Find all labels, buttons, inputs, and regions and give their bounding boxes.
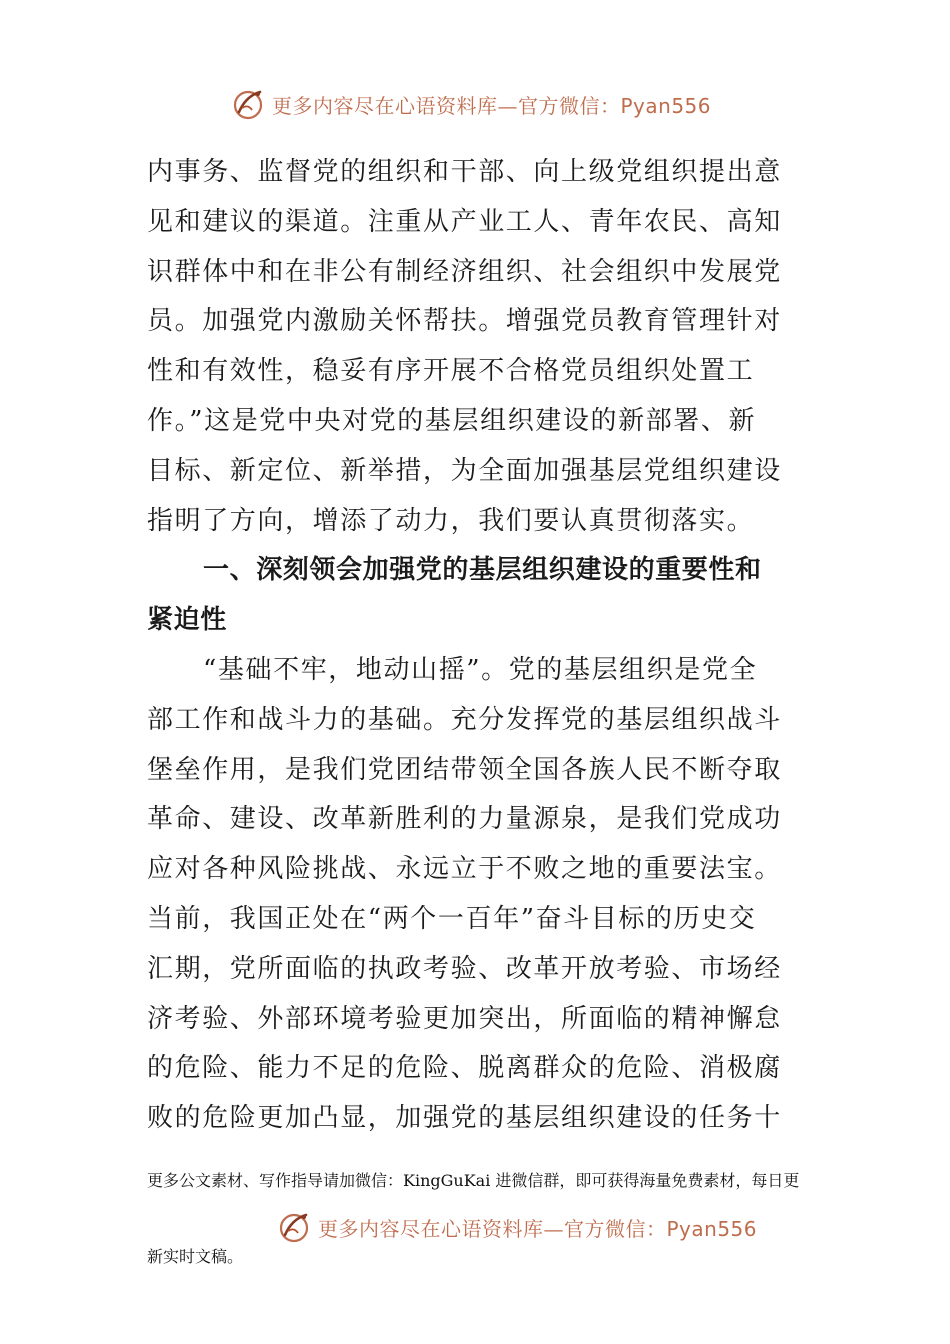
section-line: “基础不牢，地动山摇”。党的基层组织是党全 (203, 654, 758, 685)
footer-note-continued: 新实时文稿。 (147, 1247, 244, 1266)
section-line: 革命、建设、改革新胜利的力量源泉，是我们党成功 (147, 804, 782, 835)
footer-watermark (276, 1207, 757, 1247)
body-line: 作。”这是党中央对党的基层组织建设的新部署、新 (147, 405, 757, 436)
section-line: 败的危险更加凸显，加强党的基层组织建设的任务十 (147, 1103, 782, 1134)
watermark-text: 更多内容尽在心语资料库—官方微信：Pyan556 (318, 1216, 758, 1241)
section-heading-continued: 紧迫性 (147, 605, 227, 636)
watermark-text: 更多内容尽在心语资料库—官方微信：Pyan556 (272, 93, 712, 118)
body-line: 员。加强党内激励关怀帮扶。增强党员教育管理针对 (147, 306, 782, 337)
section-line: 汇期，党所面临的执政考验、改革开放考验、市场经 (147, 953, 782, 984)
section-line: 济考验、外部环境考验更加突出，所面临的精神懈怠 (147, 1003, 782, 1034)
section-heading: 一、深刻领会加强党的基层组织建设的重要性和 (203, 555, 762, 586)
body-line: 指明了方向，增添了动力，我们要认真贯彻落实。 (147, 505, 755, 536)
body-line: 目标、新定位、新举措，为全面加强基层党组织建设 (147, 455, 782, 486)
section-line: 当前，我国正处在“两个一百年”奋斗目标的历史交 (147, 903, 757, 934)
document-body (147, 148, 807, 1144)
brush-logo-icon (276, 1209, 312, 1245)
brush-logo-icon (230, 86, 266, 122)
watermark-wechat-id: Pyan556 (666, 1216, 758, 1241)
footer-note: 更多公文素材、写作指导请加微信：KingGuKai 进微信群，即可获得海量免费素材，每日更 (147, 1171, 800, 1190)
section-line: 堡垒作用，是我们党团结带领全国各族人民不断夺取 (147, 754, 782, 785)
section-line: 的危险、能力不足的危险、脱离群众的危险、消极腐 (147, 1053, 782, 1084)
body-line: 识群体中和在非公有制经济组织、社会组织中发展党 (147, 256, 782, 287)
body-line: 见和建议的渠道。注重从产业工人、青年农民、高知 (147, 206, 782, 237)
header-watermark (230, 84, 711, 124)
body-line: 性和有效性，稳妥有序开展不合格党员组织处置工 (147, 356, 755, 387)
section-line: 部工作和战斗力的基础。充分发挥党的基层组织战斗 (147, 704, 782, 735)
body-line: 内事务、监督党的组织和干部、向上级党组织提出意 (147, 157, 782, 187)
section-line: 应对各种风险挑战、永远立于不败之地的重要法宝。 (147, 854, 782, 885)
watermark-wechat-id: Pyan556 (620, 93, 712, 118)
